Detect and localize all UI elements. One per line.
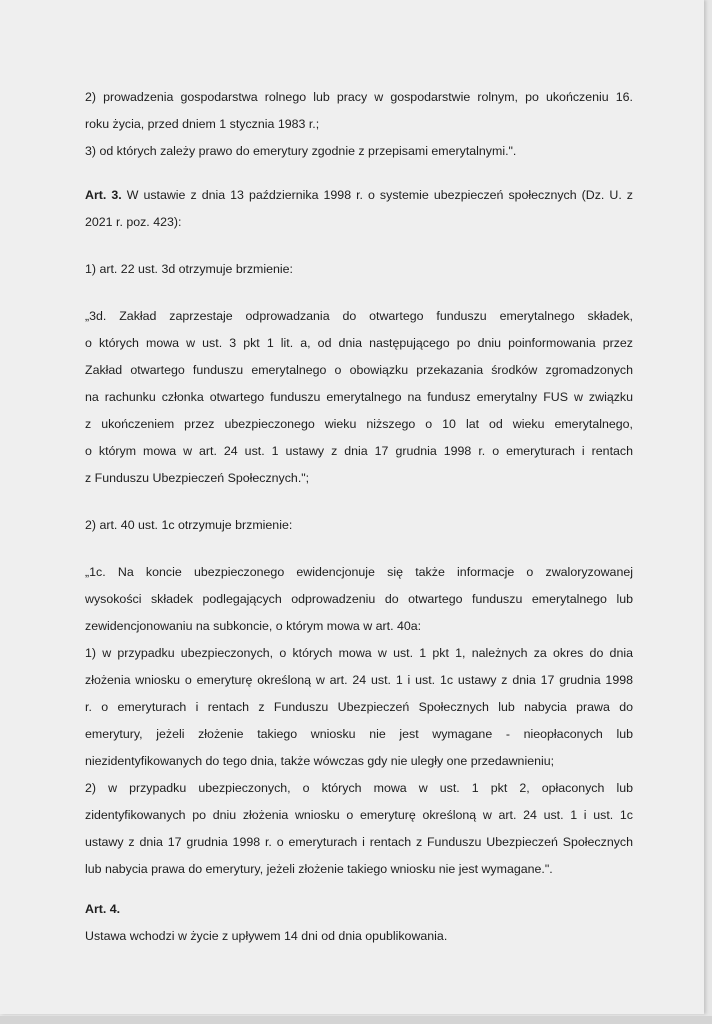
text-line: roku życia, przed dniem 1 stycznia 1983 r.; — [85, 117, 320, 131]
text-line: niezidentyfikowanych do tego dnia, także wówczas gdy nie uległy one przedawnieniu; — [85, 754, 555, 768]
art3-label: Art. 3. — [85, 188, 122, 202]
text-line: Zakład otwartego funduszu emerytalnego o obowiązku przekazania środków zgromadzonych — [85, 363, 633, 377]
text-line: z Funduszu Ubezpieczeń Społecznych."; — [85, 471, 310, 485]
text-line: emerytury, jeżeli złożenie takiego wniosku nie jest wymagane - nieopłaconych lub — [85, 727, 633, 741]
quote-3d — [85, 303, 633, 492]
art3-heading — [85, 182, 633, 236]
text-line: „1c. Na koncie ubezpieczonego ewidencjonuje się także informacje o zwaloryzowanej — [85, 565, 633, 579]
item1-intro: 1) art. 22 ust. 3d otrzymuje brzmienie: — [85, 262, 293, 276]
art4-label: Art. 4. — [85, 902, 121, 916]
text-line: 2) w przypadku ubezpieczonych, o których mowa w ust. 1 pkt 2, opłaconych lub — [85, 781, 633, 795]
document-content — [85, 84, 633, 950]
text-line: na rachunku członka otwartego funduszu emerytalnego na fundusz emerytalny FUS w związku — [85, 390, 633, 404]
bottom-scroll-strip — [0, 1016, 712, 1024]
art4 — [85, 896, 633, 950]
text-line: zidentyfikowanych po dniu złożenia wniosku o emeryturę określoną w art. 24 ust. 1 i ust. 1c — [85, 808, 633, 822]
text-line: 1) w przypadku ubezpieczonych, o których mowa w ust. 1 pkt 1, należnych za okres do dnia — [85, 646, 633, 660]
text-line: „3d. Zakład zaprzestaje odprowadzania do otwartego funduszu emerytalnego składek, — [85, 309, 633, 323]
item2-intro: 2) art. 40 ust. 1c otrzymuje brzmienie: — [85, 518, 293, 532]
text-line: wysokości składek podlegających odprowadzeniu do otwartego funduszu emerytalnego lub — [85, 592, 633, 606]
text-line: złożenia wniosku o emeryturę określoną w art. 24 ust. 1 i ust. 1c ustawy z dnia 17 grudnia 1998 — [85, 673, 633, 687]
text-line: z ukończeniem przez ubezpieczonego wieku niższego o 10 lat od wieku emerytalnego, — [85, 417, 633, 431]
text-line: 2021 r. poz. 423): — [85, 215, 182, 229]
art3-text: W ustawie z dnia 13 października 1998 r. o systemie ubezpieczeń społecznych (Dz. U. z — [121, 188, 633, 202]
text-line: o którym mowa w art. 24 ust. 1 ustawy z dnia 17 grudnia 1998 r. o emeryturach i rentach — [85, 444, 633, 458]
art2-continuation — [85, 84, 633, 165]
text-line: o których mowa w ust. 3 pkt 1 lit. a, od dnia następującego po dniu poinformowania przez — [85, 336, 633, 350]
text-line: zewidencjonowaniu na subkoncie, o którym mowa w art. 40a: — [85, 619, 422, 633]
text-line: 3) od których zależy prawo do emerytury zgodnie z przepisami emerytalnymi.". — [85, 144, 517, 158]
text-line: ustawy z dnia 17 grudnia 1998 r. o emeryturach i rentach z Funduszu Ubezpieczeń Społecznych — [85, 835, 633, 849]
text-line: r. o emeryturach i rentach z Funduszu Ubezpieczeń Społecznych lub nabycia prawa do — [85, 700, 633, 714]
text-line: 2) prowadzenia gospodarstwa rolnego lub pracy w gospodarstwie rolnym, po ukończeniu 16. — [85, 90, 633, 104]
text-line: lub nabycia prawa do emerytury, jeżeli złożenie takiego wniosku nie jest wymagane.". — [85, 862, 553, 876]
quote-1c — [85, 559, 633, 883]
art4-text: Ustawa wchodzi w życie z upływem 14 dni od dnia opublikowania. — [85, 929, 448, 943]
text-line — [85, 182, 633, 209]
